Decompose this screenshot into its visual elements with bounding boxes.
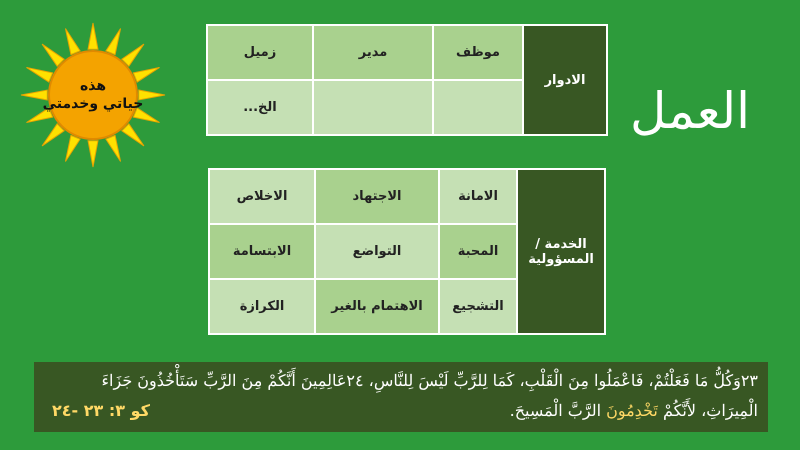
role-cell <box>313 80 433 135</box>
role-cell: موظف <box>433 25 523 80</box>
value-cell: الكرازة <box>209 279 315 334</box>
sun-line-2: حياتي وخدمتي <box>42 96 144 112</box>
value-cell: الاجتهاد <box>315 169 439 224</box>
value-cell: التشجيع <box>439 279 517 334</box>
role-cell: زميل <box>207 25 313 80</box>
roles-header: الادوار <box>523 25 607 135</box>
sun-line-1: هذه <box>79 78 107 94</box>
service-header: الخدمة / المسؤولية <box>517 169 605 334</box>
verse-text-end: الرَّبَّ الْمَسِيحَ. <box>509 401 607 420</box>
verse-box <box>34 362 768 432</box>
role-cell <box>433 80 523 135</box>
value-cell: الاخلاص <box>209 169 315 224</box>
verse-highlight: تَخْدِمُونَ <box>606 401 658 420</box>
value-cell: الامانة <box>439 169 517 224</box>
value-cell: الابتسامة <box>209 224 315 279</box>
page-title: العمل <box>629 82 750 140</box>
value-cell: التواضع <box>315 224 439 279</box>
sun-caption <box>18 20 168 170</box>
value-cell: الاهتمام بالغير <box>315 279 439 334</box>
verse-reference: كو ٣: ٢٣ -٢٤ <box>52 401 150 420</box>
role-cell: الخ... <box>207 80 313 135</box>
role-cell: مدير <box>313 25 433 80</box>
roles-table <box>206 24 608 136</box>
service-table <box>208 168 606 335</box>
verse-text: ٢٣وَكُلُّ مَا فَعَلْتُمْ، فَاعْمَلُوا مِنَ الْقَلْبِ، كَمَا لِلرَّبِّ لَيْسَ لِلنَّاسِ، ٢٤عَالِمِينَ أَنَّكُمْ مِنَ الرَّبِّ سَتَأْخُذُونَ جَزَاءَ الْمِيرَاثِ، لأَنَّكُمْ <box>101 371 758 420</box>
value-cell: المحبة <box>439 224 517 279</box>
